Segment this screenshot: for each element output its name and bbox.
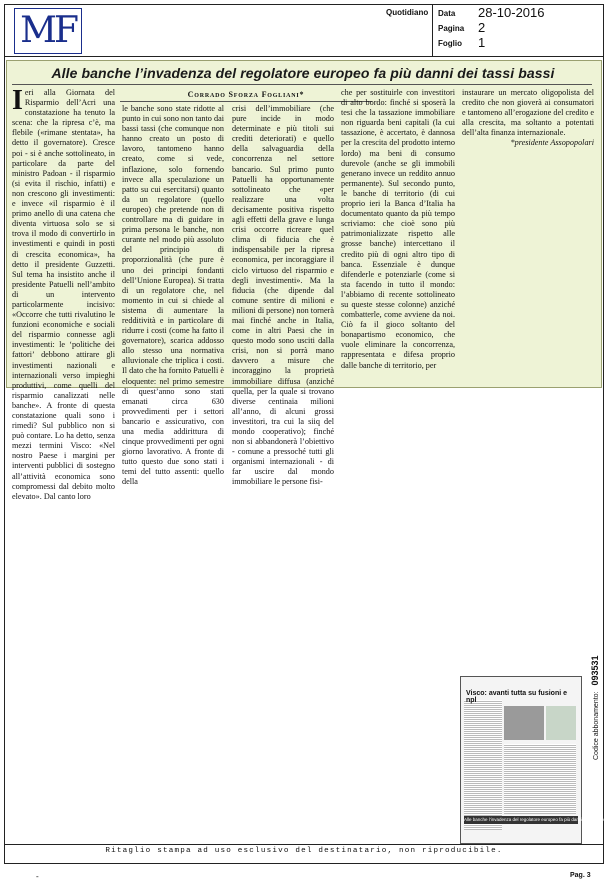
header-divider [4, 56, 604, 57]
sheet-label: Foglio [438, 39, 462, 48]
article-column-2: le banche sono state ridotte al punto in cui sono non tanto dai bassi tassi (che comunque non hanno creato un posto di lavoro, tantomeno hanno creato, come si vede, inflazione, solo fornendo invece alla speculazione un patto su cui esercitarsi) quanto da un regolatore (quello europeo) che pretende non di controllare ma di guidare in prima persona le banche, non curante nel modo più assoluto del principio di proporzionalità (che pure è uno dei principi fondanti dell’Unione Europea). Si tratta di un regolatore che, nel momento in cui si chiede al sistema di aumentare la redditività e in particolare di ridurre i costi (come ha fatto il governatore), scarica addosso allo stesso una normativa alluvionale che triplica i costi. Il dato che ha fornito Patuelli è eloquente: nel primo semestre di quest’anno sono stati emanati circa 630 provvedimenti per i settori bancario e assicurativo, con una media addirittura di cinque provvedimenti per ogni giorno lavorativo. A fronte di tutto questo due sono stati i temi del tutto assenti: quello della [122, 104, 224, 487]
column-5-text: instaurare un mercato oligopolista del credito che non gioverà ai consumatori e tantomeno all’erogazione del credito e alla crescita, ma soltanto a potentati dell’alta finanza internazionale. [462, 88, 594, 138]
drop-cap: I [12, 85, 23, 116]
thumbnail-photo-2 [546, 706, 576, 740]
subscription-code-value: 093531 [590, 655, 600, 686]
article-column-3: crisi dell’immobiliare (che pure incide in modo determinate e più titoli sui crediti deteriorati) e quello della salvaguardia della concorrenza nel settore bancario. Sul primo punto Patuelli ha opportunamente sottolineato che «per realizzare una volta decisamente positiva rispetto agli effetti della grave e lunga crisi occorre ricreare quel clima di fiducia che è indispensabile per la ripresa economica, per incoraggiare il ciclo virtuoso del risparmio e degli investimenti». Ma la fiducia (che dipende dal comune sentire di milioni e milioni di persone) non tornerà mai finché anche in Italia, come in altri Paesi che in questo modo sono usciti dalla crisi, non si porrà mano davvero a misure che incoraggino la proprietà immobiliare diffusa (anziché quella, per la quale si trovano diverse centinaia milioni all’anno, di alcuni grossi investitori, tra cui la siiq del mondo cooperativo); finché non si abbandonerà l’obiettivo - comune a pressoché tutti gli organismi internazionali - di far uscire dal mondo immobiliare le persone fisi- [232, 104, 334, 487]
footer-dash: - [36, 872, 39, 881]
subscription-code [590, 655, 600, 760]
date-label: Data [438, 9, 456, 18]
article-column-1 [12, 85, 115, 502]
meta-divider [432, 4, 433, 56]
thumbnail-photo [504, 706, 544, 740]
author-signature: *presidente Assopopolari [510, 138, 594, 148]
footer-notice: Ritaglio stampa ad uso esclusivo del destinatario, non riproducibile. [105, 847, 503, 855]
sheet-value: 1 [478, 35, 486, 50]
page-label: Pagina [438, 24, 465, 33]
date-value: 28-10-2016 [478, 5, 545, 20]
logo-text: MF [20, 10, 76, 51]
thumbnail-text-lines-2 [504, 744, 576, 814]
column-4-text: che per sostituirle con investitori di alto bordo: finché si sposerà la tesi che la tassazione immobiliare non riguarda beni capitali (la cui tassazione, è accertato, è dannosa per la crescita del prodotto interno lordo) ma beni di consumo durevole (anche se gli immobili generano invece un reddito annuo permanente). Sul secondo punto, le banche di territorio (di cui proprio ieri la Banca d’Italia ha documentato quanto da più tempo scriviamo: che cioè sono più patrimonializzate rispetto alle grosse banche) intercettano il credito più di ogni altro tipo di banca. Essenziale è dunque difenderle e potenziarle (come si sta facendo in tutto il mondo: l’abbiamo di recente sottolineato su queste stesse colonne) anziché combatterle, come avviene da noi. Ciò fa il gioco soltanto del bonapartismo economico, che vuole eliminare la concorrenza, rappresentata e difesa proprio dalle banche di territorio, per [341, 88, 455, 370]
mf-logo [14, 8, 82, 54]
headline-rule [12, 84, 592, 85]
thumbnail-article-band: Alle banche l’invadenza del regolatore europeo fa più danni dei tassi bassi [464, 817, 612, 822]
subscription-code-label: Codice abbonamento: [593, 691, 600, 760]
page-number: Pag. 3 [570, 872, 591, 879]
page-value: 2 [478, 20, 486, 35]
byline-rule [120, 101, 372, 102]
article-byline: Corrado Sforza Fogliani* [187, 90, 305, 99]
article-headline: Alle banche l’invadenza del regolatore europeo fa più danni dei tassi bassi [51, 65, 555, 81]
thumbnail-text-lines [464, 700, 502, 830]
article-column-5 [462, 88, 594, 149]
publication-type: Quotidiano [386, 8, 429, 17]
article-column-4 [341, 88, 455, 371]
thumbnail-headline: Visco: avanti tutta su fusioni e npl [466, 690, 568, 704]
column-1-text: eri alla Giornata del Risparmio dell’Acri una constatazione ha tenuto la scena: che la ripresa c’è, ma flebile («rimane stentata», ha detto il governatore). Cresce poi - si è anche sottolineato, in particolare da parte del ministro Padoan - il risparmio (si evita il rischio, infatti) e non crescono gli investimenti: e invece «il risparmio è il primo anello di una catena che diventa virtuosa solo se si trova il modo di convertirlo in investimenti e quindi in posti di crescita economica», ha detto il presidente Guzzetti. Sul tema ha insistito anche il presidente Patuelli nell’ambito di un intervento particolarmente incisivo: «Occorre che tutti rivalutino le funzioni economiche e sociali del risparmio connesse agli investimenti: le ‘politiche dei fattori’ debbono attirare gli investimenti nazionali e internazionali verso impieghi produttivi, come quelli del risparmio canalizzati nelle banche». A fronte di questa constatazione quali sono i rimedi? Sul pubblico non si può contare. Lo ha detto, senza mezzi termini Visco: «Nel nostro Paese i margini per interventi pubblici di sostegno all’attività economica sono compromessi dal debito molto elevato». Dal canto loro [12, 88, 115, 501]
